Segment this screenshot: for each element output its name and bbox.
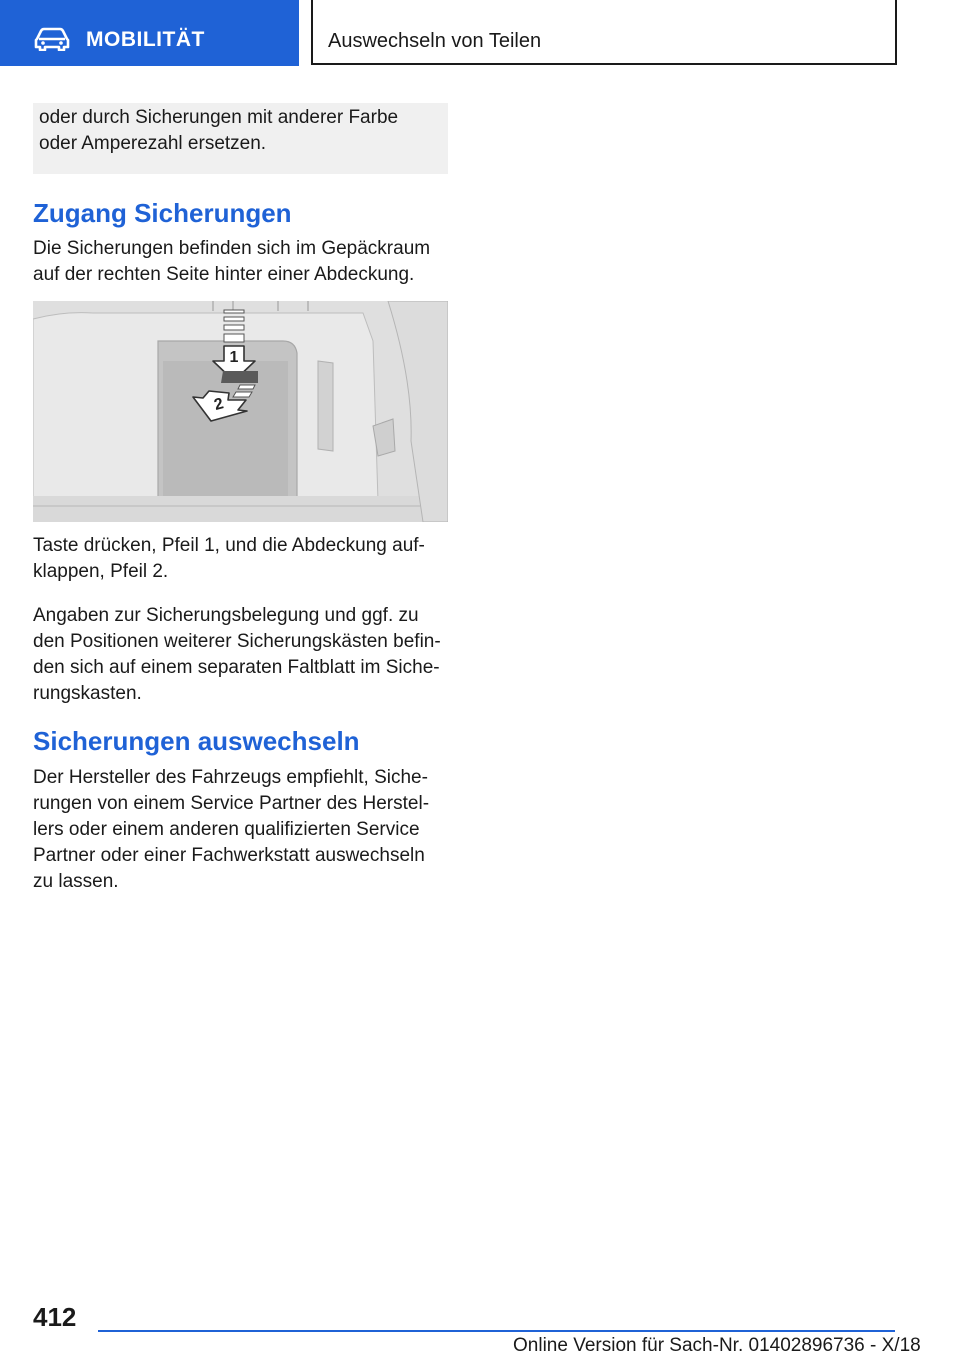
footer-divider [98, 1330, 895, 1332]
chapter-title: Auswechseln von Teilen [328, 30, 542, 52]
note-text: oder durch Sicherungen mit anderer Farbe oder Amperezahl ersetzen. [39, 107, 399, 154]
section-tab[interactable] [0, 0, 299, 66]
fuse-assignment-paragraph: Angaben zur Sicherungsbelegung und ggf. zu den Positionen weiterer Sicherungskästen befin-den sich auf einem separaten Faltblatt im Siche-rungskasten. [33, 605, 441, 704]
car-icon [34, 27, 70, 51]
online-version-note: Online Version für Sach-Nr. 01402896736 - X/18 [513, 1335, 921, 1356]
figure-caption: Taste drücken, Pfeil 1, und die Abdeckung auf-klappen, Pfeil 2. [33, 535, 425, 582]
section-label: MOBILITÄT [86, 28, 205, 51]
heading-sicherungen-auswechseln: Sicherungen auswechseln [33, 726, 360, 756]
replace-fuses-paragraph: Der Hersteller des Fahrzeugs empfiehlt, Siche-rungen von einem Service Partner des Herstel-lers oder einem anderen qualifizierten Service Partner oder einer Fachwerkstatt auswechseln zu lassen. [33, 767, 430, 892]
fuse-cover-illustration [33, 301, 448, 522]
arrow-2-label: 2 [212, 395, 226, 415]
arrow-1-label: 1 [229, 349, 239, 366]
heading-zugang-sicherungen: Zugang Sicherungen [33, 198, 292, 228]
page-number: 412 [33, 1302, 77, 1332]
chapter-header [311, 0, 897, 65]
note-box [33, 103, 448, 174]
intro-paragraph: Die Sicherungen befinden sich im Gepäckraum auf der rechten Seite hinter einer Abdeckung. [33, 238, 431, 285]
